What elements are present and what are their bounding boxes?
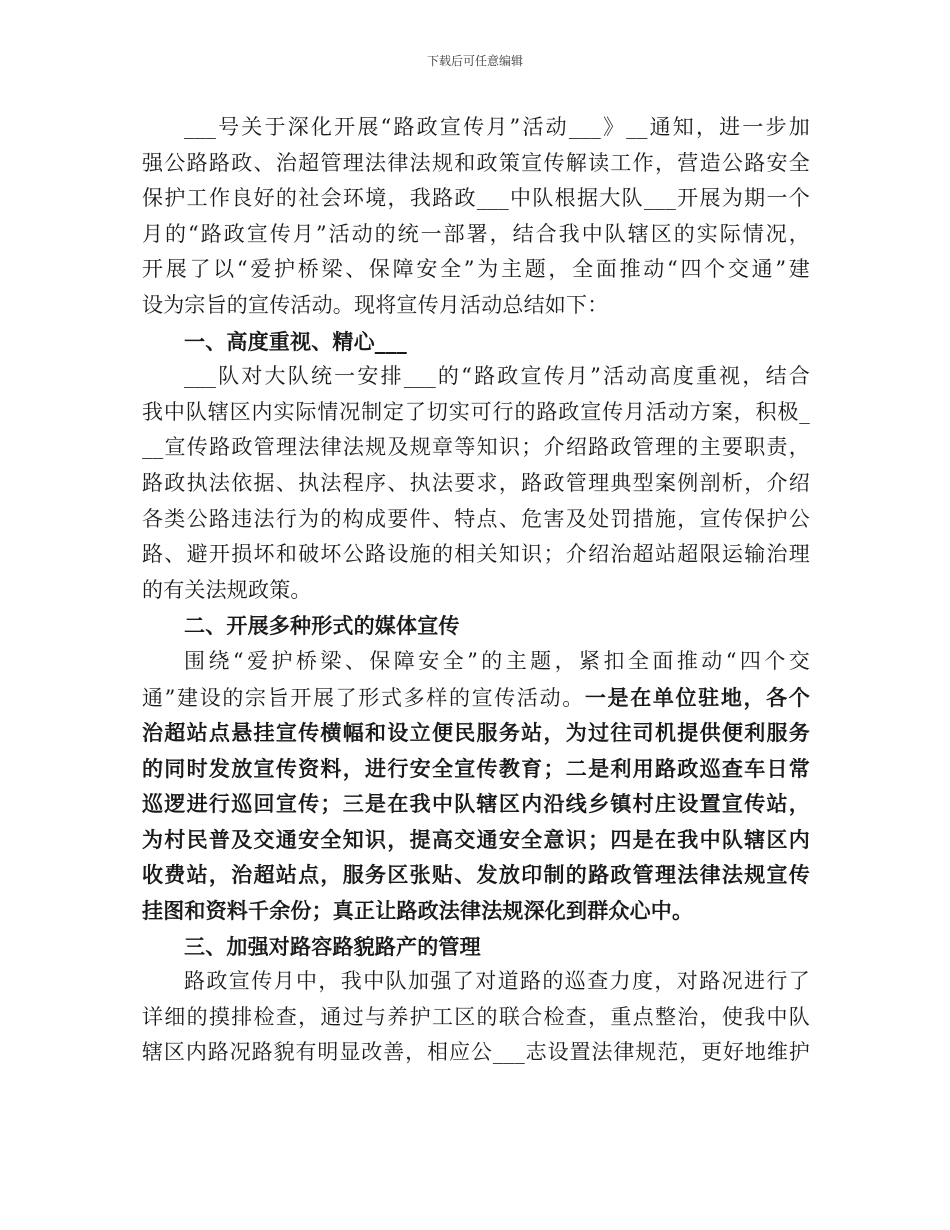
line-text: 路政宣传月中，我中队加强了对道路的巡查力度，对路况进行了 [184,969,810,994]
line-text: 一、高度重视、精心___ [184,328,407,354]
bold-text: 一是在单位驻地，各个 [584,684,811,710]
section-heading [142,929,810,965]
line-text: 挂图和资料千余份；真正让路政法律法规深化到群众心中。 [142,898,694,924]
line-text: 强公路路政、治超管理法律法规和政策宣传解读工作，营造公路安全 [142,150,810,175]
paragraph-line [142,751,810,787]
paragraph-line [142,252,810,288]
line-text: 收费站，治超站点，服务区张贴、发放印制的路政管理法律法规宣传 [142,862,810,888]
paragraph-line [142,395,810,431]
paragraph-line [142,893,810,929]
document-body [142,110,810,1071]
line-text: 的同时发放宣传资料，进行安全宣传教育；二是利用路政巡查车日常 [142,755,810,781]
paragraph-line [142,359,810,395]
line-text: __宣传路政管理法律法规及规章等知识；介绍路政管理的主要职责， [142,435,810,460]
line-text: 保护工作良好的社会环境，我路政___中队根据大队___开展为期一个 [142,186,810,211]
line-text: 详细的摸排检查，通过与养护工区的联合检查，重点整治，使我中队 [142,1004,810,1029]
line-text: 三、加强对路容路貌路产的管理 [184,933,481,959]
line-text: 开展了以“爱护桥梁、保障安全”为主题，全面推动“四个交通”建 [142,257,810,282]
paragraph-line [142,715,810,751]
paragraph-line [142,430,810,466]
line-text: 路、避开损坏和破坏公路设施的相关知识；介绍治超站超限运输治理 [142,542,810,567]
paragraph-line [142,573,810,609]
section-heading [142,608,810,644]
paragraph-line [142,181,810,217]
paragraph-line [142,822,810,858]
paragraph-line [142,644,810,680]
paragraph-line [142,857,810,893]
line-text: 二、开展多种形式的媒体宣传 [184,613,460,639]
paragraph-line [142,146,810,182]
paragraph-line [142,502,810,538]
line-text: 路政执法依据、执法程序、执法要求，路政管理典型案例剖析，介绍 [142,470,810,495]
paragraph-line [142,786,810,822]
line-text: 巡逻进行巡回宣传；三是在我中队辖区内沿线乡镇村庄设置宣传站， [142,791,810,817]
paragraph-line [142,217,810,253]
line-text: 的有关法规政策。 [142,577,312,602]
line-text: 辖区内路况路貌有明显改善，相应公___志设置法律规范，更好地维护 [142,1040,810,1065]
paragraph-line [142,1000,810,1036]
line-text: ___队对大队统一安排___的“路政宣传月”活动高度重视，结合 [184,364,810,389]
paragraph-line [142,110,810,146]
line-text: 治超站点悬挂宣传横幅和设立便民服务站，为过往司机提供便利服务 [142,720,810,746]
line-text: 我中队辖区内实际情况制定了切实可行的路政宣传月活动方案，积极_ [142,399,810,424]
paragraph-line [142,964,810,1000]
line-text: 为村民普及交通安全知识，提高交通安全意识；四是在我中队辖区内 [142,826,810,852]
line-text: ___号关于深化开展“路政宣传月”活动___》__通知，进一步加 [184,115,810,139]
line-text: 各类公路违法行为的构成要件、特点、危害及处罚措施，宣传保护公 [142,506,810,531]
paragraph-line [142,680,810,716]
paragraph-line [142,537,810,573]
paragraph-line [142,288,810,324]
line-text: 设为宗旨的宣传活动。现将宣传月活动总结如下： [142,292,609,317]
paragraph-line [142,466,810,502]
paragraph-line [142,1035,810,1071]
line-text: 月的“路政宣传月”活动的统一部署，结合我中队辖区的实际情况， [142,221,810,246]
section-heading [142,324,810,360]
page-header: 下载后可任意编辑 [426,54,523,68]
line-text: 围绕“爱护桥梁、保障安全”的主题，紧扣全面推动“四个交 [184,648,810,673]
line-text: 通”建设的宗旨开展了形式多样的宣传活动。 [142,685,585,710]
